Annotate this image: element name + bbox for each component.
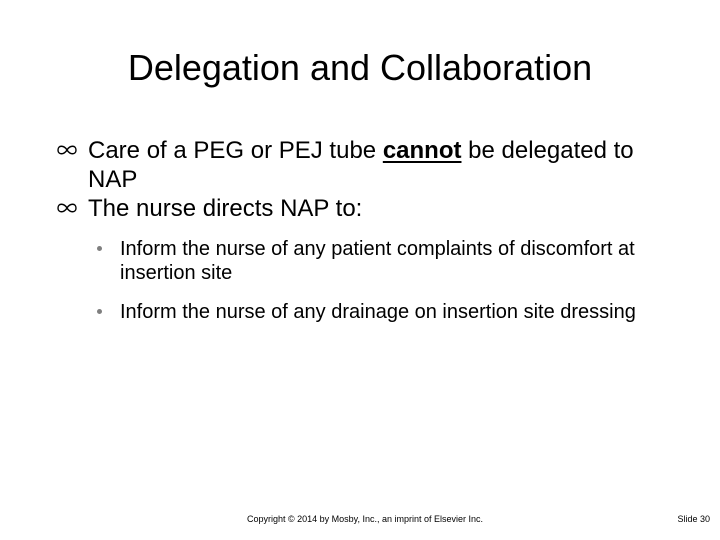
bullet-item [56,136,676,194]
slide-title: Delegation and Collaboration [127,47,593,88]
infinity-bullet-icon [56,144,78,156]
footer-copyright: Copyright © 2014 by Mosby, Inc., an imprint of Elsevier Inc. [246,514,484,524]
sub-bullet-item [88,300,676,324]
dot-bullet-icon [97,246,102,251]
sub-bullet-text: Inform the nurse of any patient complaints of discomfort at insertion site [120,238,635,284]
bullet-list [56,136,676,339]
bullet-text-before: Care of a PEG or PEJ tube [88,137,383,164]
bullet-text-after: be delegated to NAP [88,137,634,193]
dot-bullet-icon [97,309,102,314]
bullet-item [56,194,676,324]
bullet-text: The nurse directs NAP to: [88,195,363,222]
sub-bullet-list [88,237,676,324]
sub-bullet-item [88,237,676,285]
slide-number: Slide 30 [677,514,710,524]
bullet-emphasis: cannot [382,137,462,164]
sub-bullet-text: Inform the nurse of any drainage on insertion site dressing [120,301,636,323]
infinity-bullet-icon [56,202,78,214]
